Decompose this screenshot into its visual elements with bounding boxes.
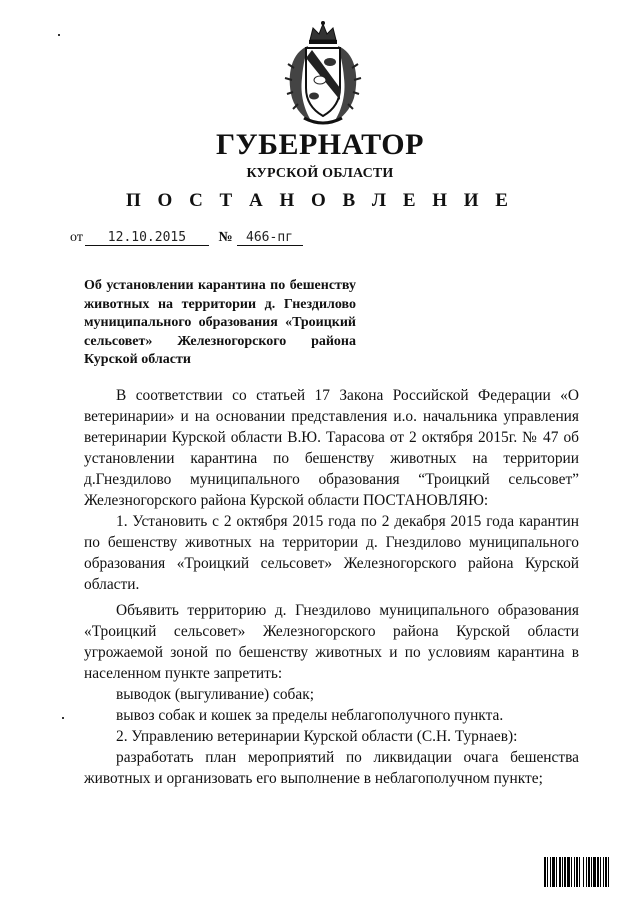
document-type: П О С Т А Н О В Л Е Н И Е — [126, 190, 514, 211]
number-prefix: № — [218, 230, 233, 245]
document-title: ГУБЕРНАТОР — [216, 128, 424, 161]
body-paragraph-ban-export: вывоз собак и кошек за пределы неблагополучного пункта. — [116, 707, 504, 724]
scan-speck — [58, 34, 60, 36]
document-body — [84, 385, 579, 789]
document-number: 466-пг — [237, 230, 303, 246]
body-paragraph-item-1: 1. Установить с 2 октября 2015 года по 2 декабря 2015 года карантин по бешенству животных на территории д. Гнездилово муниципального образования «Троицкий сельсовет» Железногорского района Курской области. — [84, 513, 579, 593]
body-paragraph-item-2: 2. Управлению ветеринарии Курской области (С.Н. Турнаев): — [116, 728, 518, 745]
region-title: КУРСКОЙ ОБЛАСТИ — [246, 166, 394, 181]
body-paragraph-ban-walking: выводок (выгуливание) собак; — [116, 686, 314, 703]
document-date: 12.10.2015 — [85, 230, 209, 246]
date-prefix: от — [70, 230, 83, 245]
subject-text: Об установлении карантина по бешенству животных на территории д. Гнездилово муниципального образования «Троицкий сельсовет» Железногорского района Курской области — [84, 278, 356, 368]
barcode — [544, 857, 630, 887]
body-paragraph-quarantine-zone: Объявить территорию д. Гнездилово муниципального образования «Троицкий сельсовет» Железногорского района Курской области угрожаемой зоной по бешенству животных и по условиям карантина в населенном пункте запретить: — [84, 602, 579, 682]
body-paragraph-preamble: В соответствии со статьей 17 Закона Российской Федерации «О ветеринарии» и на основании представления и.о. начальника управления ветеринарии Курской области В.Ю. Тарасова от 2 октября 2015г. № 47 об установлении карантина по бешенству животных на территории д.Гнездилово муниципального образования “Троицкий сельсовет” Железногорского района Курской области ПОСТАНОВЛЯЮ: — [84, 387, 579, 509]
coat-of-arms-emblem — [278, 18, 368, 130]
document-subject — [84, 277, 356, 370]
document-meta — [70, 230, 303, 246]
body-paragraph-plan: разработать план мероприятий по ликвидации очага бешенства животных и организовать его выполнение в неблагополучном пункте; — [84, 749, 579, 787]
scan-speck — [62, 717, 64, 719]
barcode-bar — [608, 857, 609, 887]
